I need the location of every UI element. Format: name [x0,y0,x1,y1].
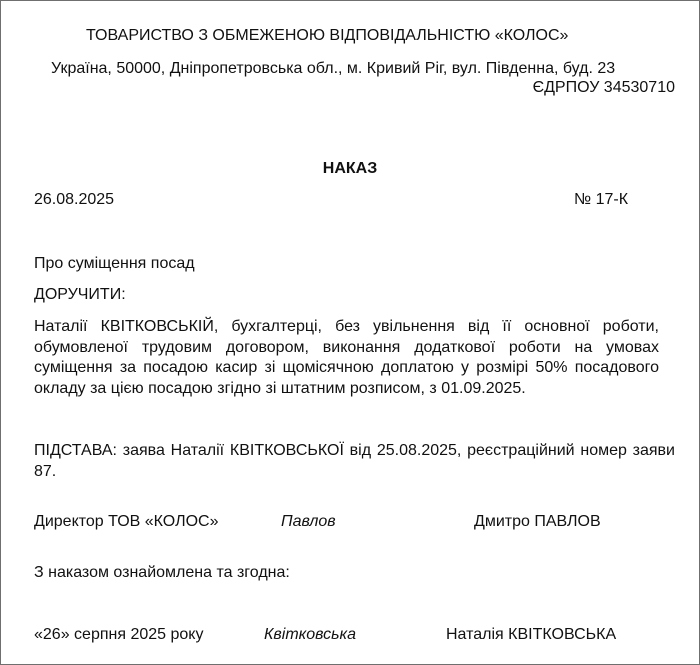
order-subject: Про суміщення посад [34,255,195,272]
director-title: Директор ТОВ «КОЛОС» [34,513,219,530]
order-directive: ДОРУЧИТИ: [34,286,126,303]
director-signature: Павлов [281,513,336,530]
order-date: 26.08.2025 [34,191,115,208]
director-name: Дмитро ПАВЛОВ [474,513,601,530]
order-number: № 17-К [574,191,629,208]
organization-name: ТОВАРИСТВО З ОБМЕЖЕНОЮ ВІДПОВІДАЛЬНІСТЮ «КОЛОС» [86,27,569,44]
employee-signature: Квітковська [264,626,356,643]
order-basis: ПІДСТАВА: заява Наталії КВІТКОВСЬКОЇ від 25.08.2025, реєстраційний номер заяви 87. [34,442,675,480]
organization-address: Україна, 50000, Дніпропетровська обл., м. Кривий Ріг, вул. Південна, буд. 23 [51,60,616,77]
edrpou-code: ЄДРПОУ 34530710 [532,79,675,96]
acknowledgement-text: З наказом ознайомлена та згодна: [34,564,290,581]
employee-name: Наталія КВІТКОВСЬКА [446,626,617,643]
acknowledgement-date: «26» серпня 2025 року [34,626,204,643]
document-title: НАКАЗ [322,160,378,177]
order-body: Наталії КВІТКОВСЬКІЙ, бухгалтерці, без увільнення від її основної роботи, обумовленої трудовим договором, виконання додаткової роботи на умовах суміщення за посадою касир зі щомісячною доплатою у розмірі 50% посадового окладу за цією посадою згідно зі штатним розписом, з 01.09.2025. [34,318,659,397]
